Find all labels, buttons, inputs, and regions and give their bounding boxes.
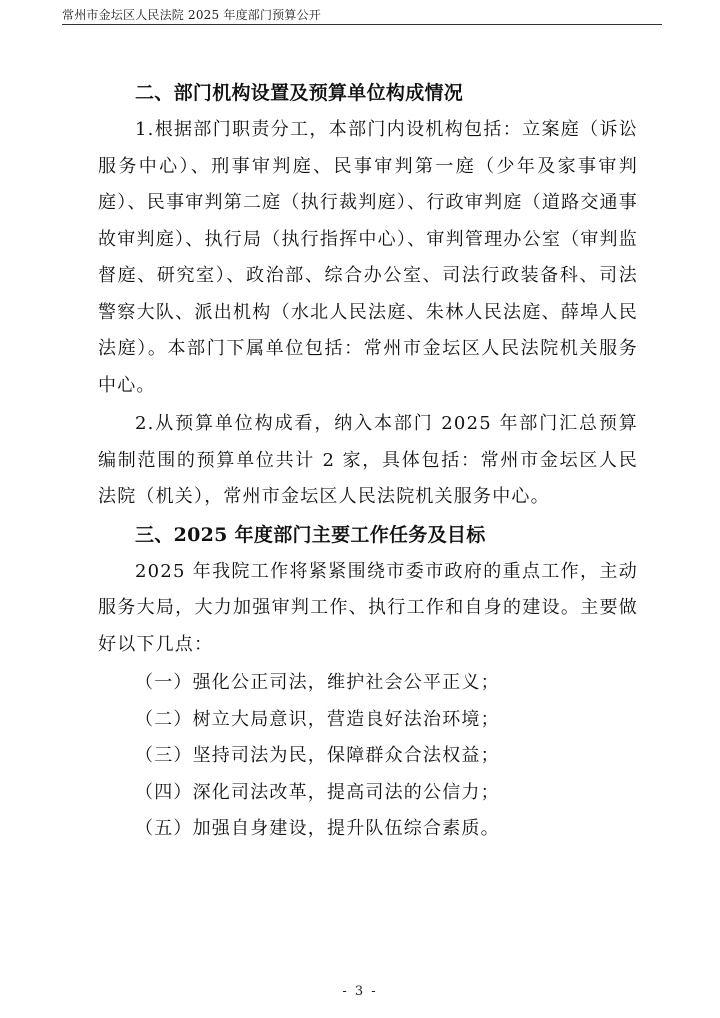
section-three-heading: 三、2025 年度部门主要工作任务及目标 <box>135 523 486 546</box>
section-two-paragraph-1: 1.根据部门职责分工，本部门内设机构包括：立案庭（诉讼服务中心）、刑事审判庭、民事审判第一庭（少年及家事审判庭）、民事审判第二庭（执行裁判庭）、行政审判庭（道路交通事故审判庭）、执行局（执行指挥中心）、审判管理办公室（审判监督庭、研究室）、政治部、综合办公室、司法行政装备科、司法警察大队、派出机构（水北人民法庭、朱林人民法庭、薛埠人民法庭）。本部门下属单位包括：常州市金坛区人民法院机关服务中心。 <box>98 119 638 396</box>
header-divider <box>62 24 662 25</box>
running-header: 常州市金坛区人民法院 2025 年度部门预算公开 <box>62 8 321 22</box>
document-body <box>98 76 638 848</box>
task-item-1: （一）强化公正司法，维护社会公平正义； <box>135 672 500 693</box>
section-two-heading: 二、部门机构设置及预算单位构成情况 <box>135 82 464 104</box>
section-three-intro: 2025 年我院工作将紧紧围绕市委市政府的重点工作，主动服务大局，大力加强审判工作、执行工作和自身的建设。主要做好以下几点： <box>98 560 638 655</box>
section-two-paragraph-2: 2.从预算单位构成看，纳入本部门 2025 年部门汇总预算编制范围的预算单位共计 2 家，具体包括：常州市金坛区人民法院（机关），常州市金坛区人民法院机关服务中心。 <box>98 413 638 507</box>
task-list <box>98 665 638 848</box>
page-number: - 3 - <box>342 984 378 999</box>
task-item-3: （三）坚持司法为民，保障群众合法权益； <box>135 745 500 766</box>
task-item-4: （四）深化司法改革，提高司法的公信力； <box>135 781 500 803</box>
task-item-2: （二）树立大局意识，营造良好法治环境； <box>135 708 500 730</box>
task-item-5: （五）加强自身建设，提升队伍综合素质。 <box>135 818 500 839</box>
